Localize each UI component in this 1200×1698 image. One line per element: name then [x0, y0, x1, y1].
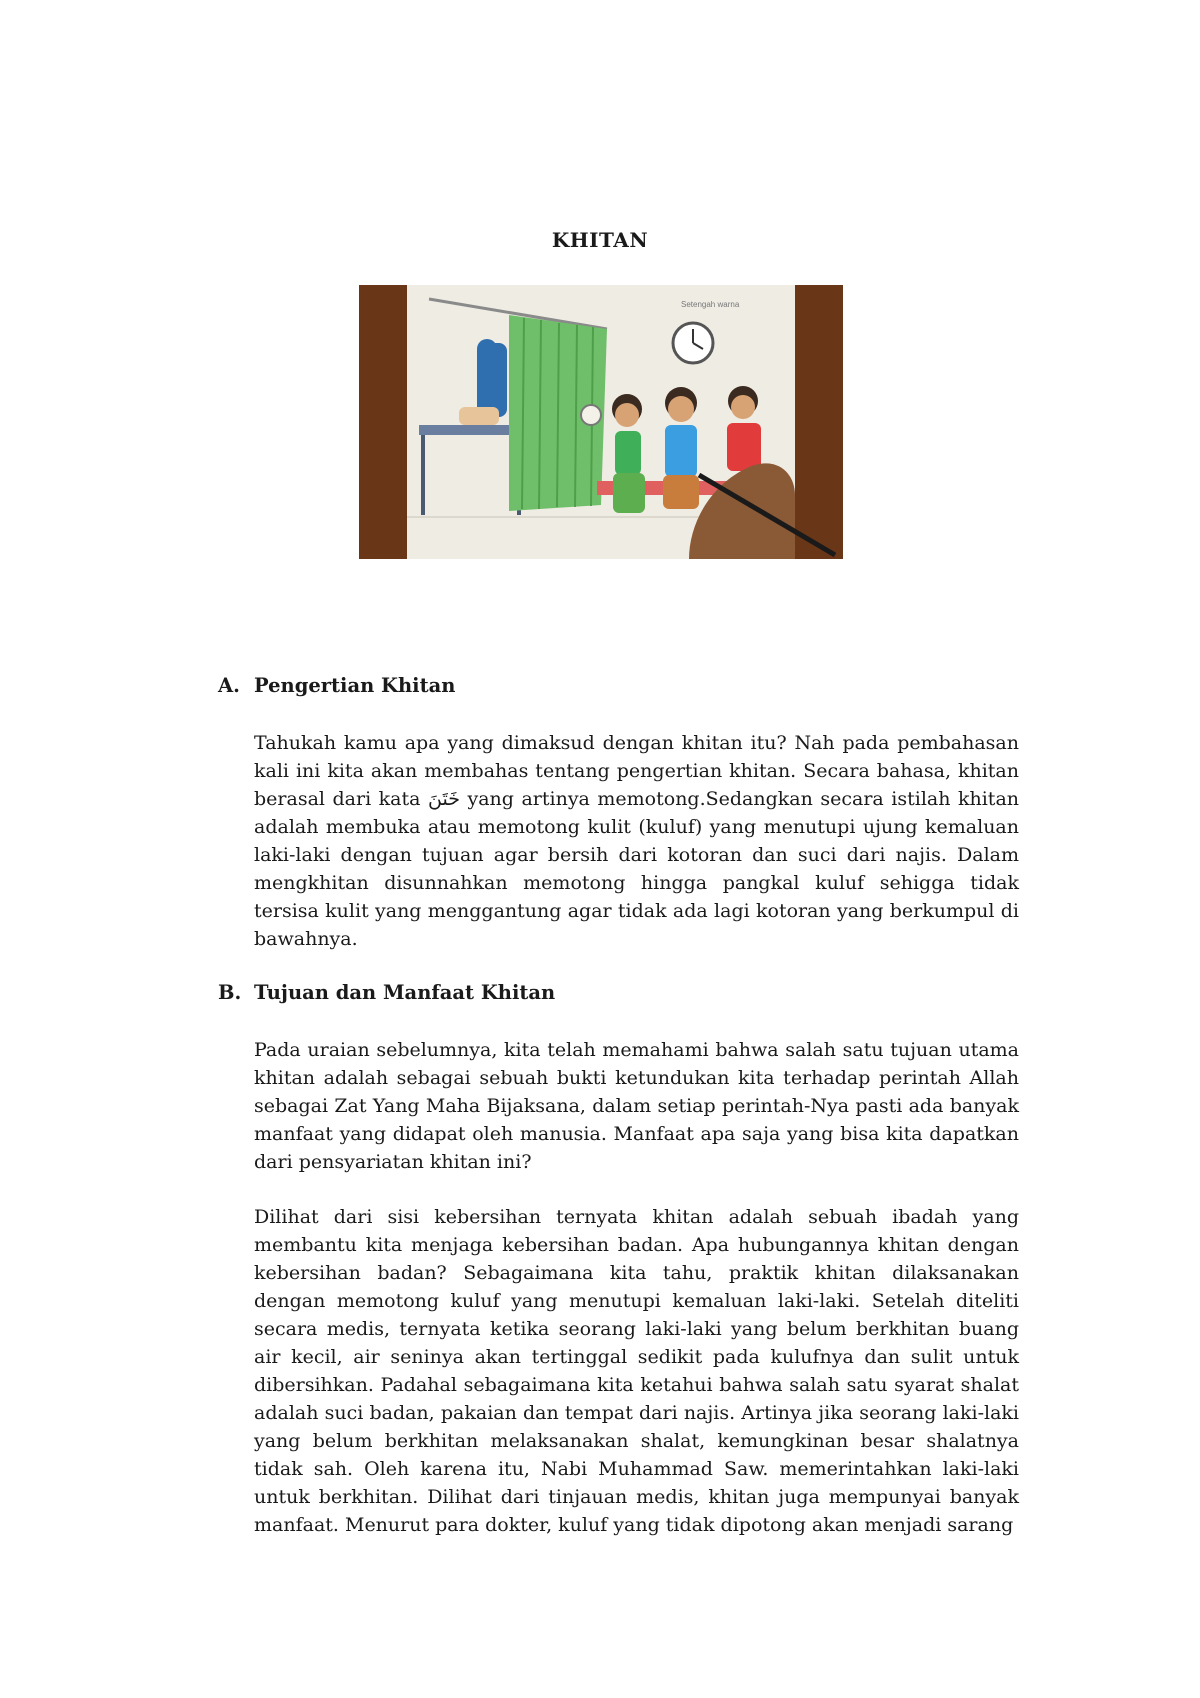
section-a-title: Pengertian Khitan — [254, 674, 456, 697]
clock-caption: Setengah warna — [681, 300, 740, 309]
section-a-paragraph-1: Tahukah kamu apa yang dimaksud dengan khitan itu? Nah pada pembahasan kali ini kita akan membahas tentang pengertian khitan. Secara bahasa, khitan berasal dari kata خَتَنَ yang artinya memotong.Sedangkan secara istilah khitan adalah membuka atau memotong kulit (kuluf) yang menutupi ujung kemaluan laki-laki dengan tujuan agar bersih dari kotoran dan suci dari najis. Dalam mengkhitan disunnahkan memotong hingga pangkal kuluf sehigga tidak tersisa kulit yang menggantung agar tidak ada lagi kotoran yang berkumpul di bawahnya. — [254, 732, 1020, 950]
document-title: KHITAN — [551, 228, 649, 252]
section-b-paragraph-1: Pada uraian sebelumnya, kita telah memahami bahwa salah satu tujuan utama khitan adalah sebagai sebuah bukti ketundukan kita terhadap perintah Allah sebagai Zat Yang Maha Bijaksana, dalam setiap perintah-Nya pasti ada banyak manfaat yang didapat oleh manusia. Manfaat apa saja yang bisa kita dapatkan dari pensyariatan khitan ini? — [254, 1039, 1019, 1173]
section-b-letter: B. — [218, 981, 242, 1004]
section-b-heading — [218, 981, 555, 1004]
khitan-illustration — [359, 285, 843, 559]
section-b-paragraph-2: Dilihat dari sisi kebersihan ternyata khitan adalah sebuah ibadah yang membantu kita menjaga kebersihan badan. Apa hubungannya khitan dengan kebersihan badan? Sebagaimana kita tahu, praktik khitan dilaksanakan dengan memotong kuluf yang menutupi kemaluan laki-laki. Setelah diteliti secara medis, ternyata ketika seorang laki-laki yang belum berkhitan buang air kecil, air seninya akan tertinggal sedikit pada kulufnya dan sulit untuk dibersihkan. Padahal sebagaimana kita ketahui bahwa salah satu syarat shalat adalah suci badan, pakaian dan tempat dari najis. Artinya jika seorang laki-laki yang belum berkhitan melaksanakan shalat, kemungkinan besar shalatnya tidak sah. Oleh karena itu, Nabi Muhammad Saw. memerintahkan laki-laki untuk berkhitan. Dilihat dari tinjauan medis, khitan juga mempunyai banyak manfaat. Menurut para dokter, kuluf yang tidak dipotong akan menjadi sarang — [254, 1206, 1019, 1536]
section-a-heading — [218, 674, 455, 697]
section-b-title: Tujuan dan Manfaat Khitan — [254, 981, 556, 1004]
section-a-letter: A. — [218, 674, 240, 697]
